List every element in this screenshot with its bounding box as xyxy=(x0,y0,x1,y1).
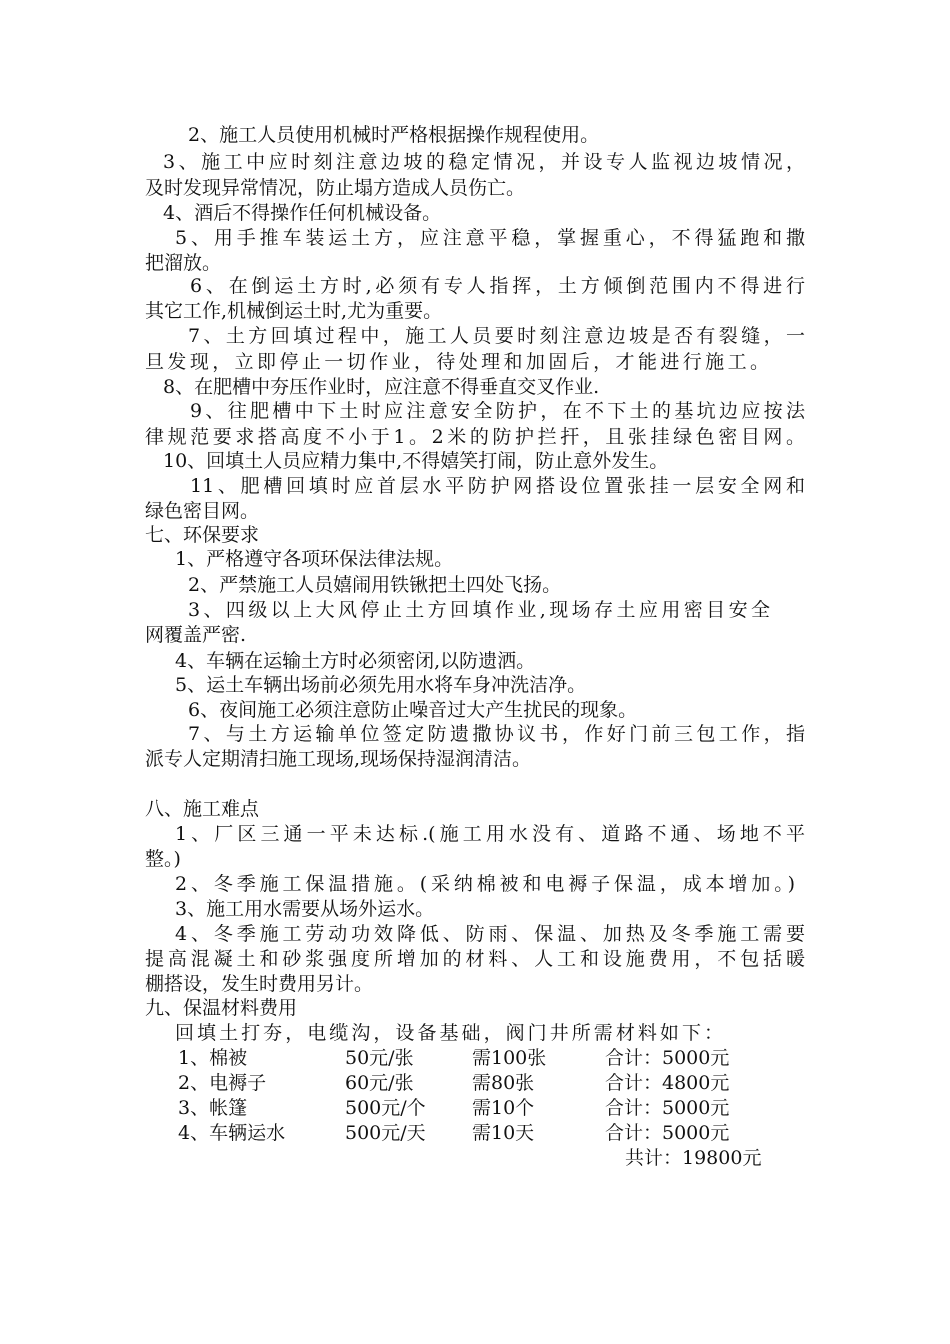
text-line: 其它工作,机械倒运土时,尤为重要。 xyxy=(145,300,443,322)
text-line: 3、施工中应时刻注意边坡的稳定情况，并设专人监视边坡情况， xyxy=(163,151,805,173)
item-name: 1、棉被 xyxy=(178,1047,248,1069)
text-line: 4、车辆在运输土方时必须密闭,以防遗洒。 xyxy=(175,650,536,672)
text-line: 绿色密目网。 xyxy=(145,500,260,522)
text-line: 把溜放。 xyxy=(145,252,222,274)
text-line: 旦发现，立即停止一切作业，待处理和加固后，才能进行施工。 xyxy=(145,351,769,373)
section-heading: 七、环保要求 xyxy=(145,524,260,546)
text-line: 8、在肥槽中夯压作业时，应注意不得垂直交叉作业. xyxy=(163,376,600,398)
unit-price: 500元/个 xyxy=(345,1097,426,1119)
text-line: 6、在倒运土方时,必须有专人指挥，土方倾倒范围内不得进行 xyxy=(190,275,805,297)
text-line: 回填土打夯，电缆沟，设备基础，阀门井所需材料如下： xyxy=(175,1022,723,1044)
item-name: 2、电褥子 xyxy=(178,1072,267,1094)
grand-total: 共计：19800元 xyxy=(625,1147,762,1169)
subtotal: 合计：5000元 xyxy=(605,1047,730,1069)
text-line: 7、土方回填过程中，施工人员要时刻注意边坡是否有裂缝，一 xyxy=(188,325,805,347)
text-line: 5、运土车辆出场前必须先用水将车身冲洗洁净。 xyxy=(175,674,587,696)
text-line: 4、酒后不得操作任何机械设备。 xyxy=(163,202,442,224)
text-line: 网覆盖严密. xyxy=(145,624,247,646)
text-line: 派专人定期清扫施工现场,现场保持湿润清洁。 xyxy=(145,748,532,770)
text-line: 提高混凝土和砂浆强度所增加的材料、人工和设施费用，不包括暖 xyxy=(145,948,805,970)
unit-price: 60元/张 xyxy=(345,1072,414,1094)
text-line: 3、四级以上大风停止土方回填作业,现场存土应用密目安全 xyxy=(188,599,770,621)
text-line: 2、施工人员使用机械时严格根据操作规程使用。 xyxy=(188,124,600,146)
text-line: 4、冬季施工劳动功效降低、防雨、保温、加热及冬季施工需要 xyxy=(175,923,805,945)
text-line: 11、肥槽回填时应首层水平防护网搭设位置张挂一层安全网和 xyxy=(190,475,805,497)
text-line: 9、往肥槽中下土时应注意安全防护，在不下土的基坑边应按法 xyxy=(190,400,805,422)
text-line: 2、严禁施工人员嬉闹用铁锹把土四处飞扬。 xyxy=(188,574,562,596)
text-line: 1、厂区三通一平未达标.(施工用水没有、道路不通、场地不平 xyxy=(175,823,805,845)
text-line: 5、用手推车装运土方，应注意平稳，掌握重心，不得猛跑和撒 xyxy=(175,227,805,249)
section-heading: 九、保温材料费用 xyxy=(145,997,298,1019)
text-line: 及时发现异常情况，防止塌方造成人员伤亡。 xyxy=(145,177,526,199)
item-name: 3、帐篷 xyxy=(178,1097,248,1119)
text-line: 1、严格遵守各项环保法律法规。 xyxy=(175,548,454,570)
quantity: 需10天 xyxy=(472,1122,535,1144)
unit-price: 500元/天 xyxy=(345,1122,426,1144)
text-line: 3、施工用水需要从场外运水。 xyxy=(175,898,435,920)
unit-price: 50元/张 xyxy=(345,1047,414,1069)
section-heading: 八、施工难点 xyxy=(145,798,260,820)
text-line: 律规范要求搭高度不小于1。2米的防护拦扞，且张挂绿色密目网。 xyxy=(145,426,805,448)
text-line: 棚搭设，发生时费用另计。 xyxy=(145,973,374,995)
quantity: 需10个 xyxy=(472,1097,535,1119)
text-line: 整。) xyxy=(145,848,181,870)
item-name: 4、车辆运水 xyxy=(178,1122,286,1144)
text-line: 10、回填土人员应精力集中,不得嬉笑打闹，防止意外发生。 xyxy=(163,450,669,472)
quantity: 需100张 xyxy=(472,1047,547,1069)
subtotal: 合计：5000元 xyxy=(605,1097,730,1119)
subtotal: 合计：4800元 xyxy=(605,1072,730,1094)
text-line: 2、冬季施工保温措施。(采纳棉被和电褥子保温，成本增加。) xyxy=(175,873,795,895)
subtotal: 合计：5000元 xyxy=(605,1122,730,1144)
text-line: 6、夜间施工必须注意防止噪音过大产生扰民的现象。 xyxy=(188,699,638,721)
quantity: 需80张 xyxy=(472,1072,535,1094)
text-line: 7、与土方运输单位签定防遗撒协议书，作好门前三包工作，指 xyxy=(188,723,805,745)
